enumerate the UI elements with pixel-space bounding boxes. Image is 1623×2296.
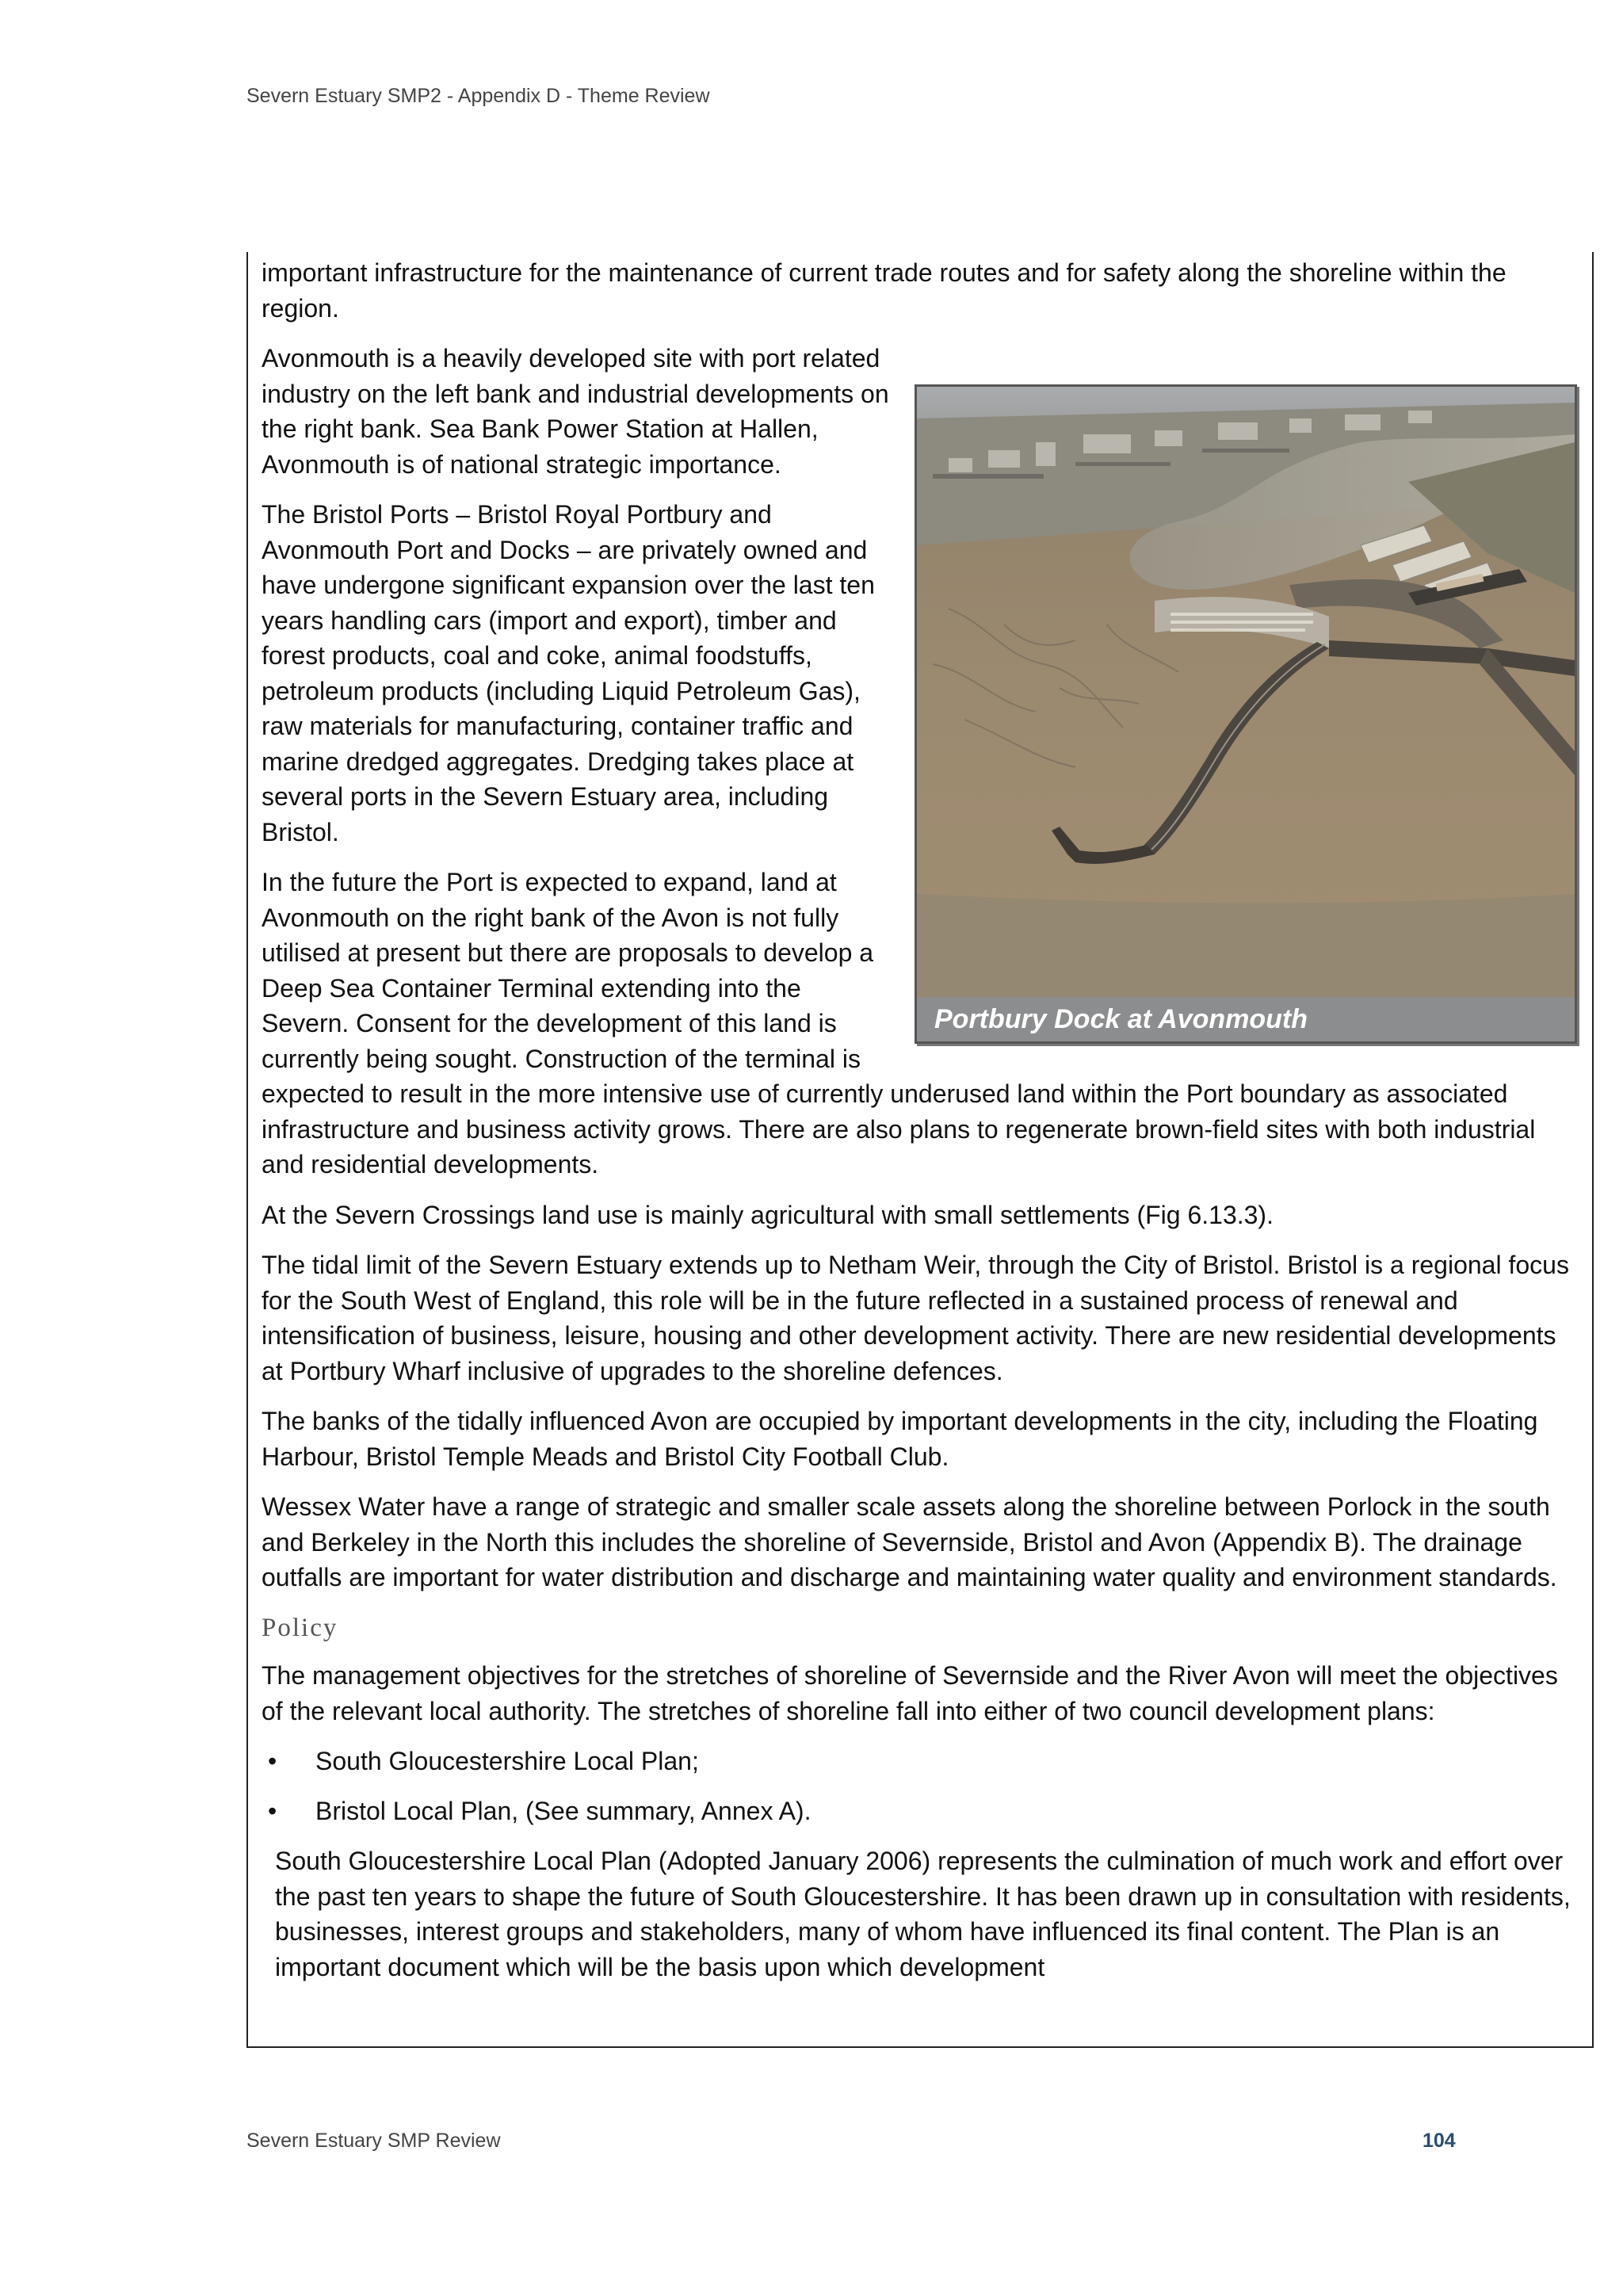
main-content [262,255,1577,2000]
paragraph-tidal-limit: The tidal limit of the Severn Estuary extends up to Netham Weir, through the City of Bristol. Bristol is a regional focus for the South West of England, this role will be in the future reflected in a sustained process of renewal and intensification of business, leisure, housing and other development activity. There are new residential developments at Portbury Wharf inclusive of upgrades to the shoreline defences. [262,1251,1569,1385]
local-plans-list [262,1744,1577,1828]
list-item [262,1744,1577,1779]
paragraph-management-objectives: The management objectives for the stretches of shoreline of Severnside and the River Avon will meet the objectives of the relevant local authority. The stretches of shoreline fall into either of two council development plans: [262,1661,1558,1725]
paragraph-avon-banks: The banks of the tidally influenced Avon are occupied by important developments in the city, including the Floating Harbour, Bristol Temple Meads and Bristol City Football Club. [262,1407,1538,1471]
page-number: 104 [1423,2130,1456,2152]
paragraph-infrastructure: important infrastructure for the maintenance of current trade routes and for safety along the shoreline within the region. [262,258,1507,323]
bullet-icon: • [268,1747,277,1775]
paragraph-avonmouth: Avonmouth is a heavily developed site with port related industry on the left bank and industrial developments on the right bank. Sea Bank Power Station at Hallen, Avonmouth is of national strategic importance. [262,344,889,479]
paragraph-severn-crossings: At the Severn Crossings land use is mainly agricultural with small settlements (Fig 6.13.3). [262,1200,1274,1229]
paragraph-bristol-ports: The Bristol Ports – Bristol Royal Portbury and Avonmouth Port and Docks – are privately owned and have undergone significant expansion over the last ten years handling cars (import and export), timber and forest products, coal and coke, animal foodstuffs, petroleum products (including Liquid Petroleum Gas), raw materials for manufacturing, container traffic and marine dredged aggregates. Dredging takes place at several ports in the Severn Estuary area, including Bristol. [262,500,875,846]
footer-title: Severn Estuary SMP Review [246,2130,501,2152]
list-item-text: Bristol Local Plan, (See summary, Annex A). [315,1796,812,1825]
portbury-dock-aerial-photo [917,387,1575,997]
policy-heading: Policy [262,1613,338,1642]
bullet-icon: • [268,1796,277,1825]
paragraph-wessex-water: Wessex Water have a range of strategic and smaller scale assets along the shoreline between Porlock in the south and Berkeley in the North this includes the shoreline of Severnside, Bristol and Avon (Appendix B). The drainage outfalls are important for water distribution and discharge and maintaining water quality and environment standards. [262,1492,1557,1591]
figure-box [915,384,1577,1044]
list-item [262,1794,1577,1829]
paragraph-port-expansion: In the future the Port is expected to expand, land at Avonmouth on the right bank of the Avon is not fully utilised at present but there are proposals to develop a Deep Sea Container Terminal extending into the Severn. Consent for the development of this land is currently being sought. Construction of the terminal is expected to result in the more intensive use of currently underused land within the Port boundary as associated infrastructure and business activity grows. There are also plans to regenerate brown-field sites with both industrial and residential developments. [262,868,1536,1179]
figure-caption-text: Portbury Dock at Avonmouth [917,997,1575,1041]
list-item-text: South Gloucestershire Local Plan; [315,1747,699,1775]
paragraph-south-glos-plan: South Gloucestershire Local Plan (Adopted January 2006) represents the culmination of much work and effort over the past ten years to shape the future of South Gloucestershire. It has been drawn up in consultation with residents, businesses, interest groups and stakeholders, many of whom have influenced its final content. The Plan is an important document which will be the basis upon which development [275,1847,1571,1981]
figure-caption [917,997,1575,1041]
running-header: Severn Estuary SMP2 - Appendix D - Theme Review [246,85,710,107]
